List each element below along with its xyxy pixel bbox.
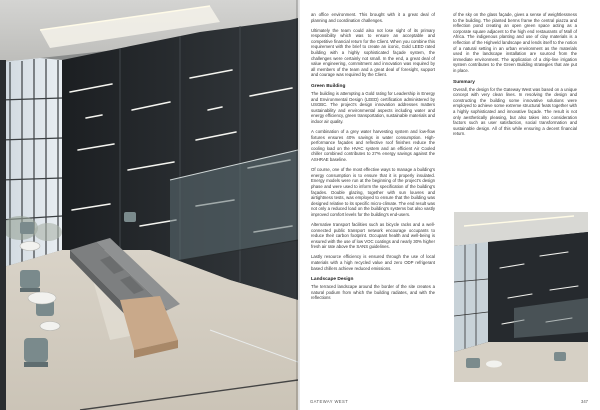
text-column-right [453, 12, 577, 202]
paragraph: The terraced landscape around the border of the site creates a natural podium from which the building radiates, and with the reflections [311, 284, 435, 301]
heading-summary: Summary [453, 79, 475, 85]
paragraph: Overall, the design for the Gateway West was based on a unique concept with very clean lines. In resolving the design and constructing the building some innovative solutions were employed to achieve some extreme structural feats together with a highly sophisticated and innovative façade. The result is not only aesthetically pleasing, but also takes into consideration factors such as user satisfaction, social transformation and sustainable design. All of this while ensuring a decent financial return. [453, 86, 577, 137]
heading-landscape-design: Landscape Design [311, 277, 354, 283]
paragraph: an office environment. This brought with it a great deal of planning and coordination challenges. [311, 12, 435, 23]
paragraph: A combination of a grey water harvesting system and low-flow fixtures ensures 40% savings in water consumption. High-performance façades and reflective roof finishes reduce the cooling load on the HVAC system and an efficient Air Cooled chiller combined contributes to 27% energy savings against the ASHRAE baseline. [311, 129, 435, 163]
paragraph: The building is attempting a Gold rating for Leadership in Energy and Environmental Design (LEED) certification administered by USGBC. The project's design innovation addresses matters sustainability and environmental aspects including water and energy efficiency, green transportation, sustainable materials and indoor air quality. [311, 91, 435, 124]
atrium-photo [0, 0, 298, 410]
paragraph: Of course, one of the most effective ways to manage a building's energy consumption is to ensure that it is properly insulated. Energy models were run at the beginning of the project's design phase and were used to inform the specification of the building's façades. Double glazing, together with sun louvres and airtightness tests, was employed to ensure that the building was designed relative to its specific micro-climate. The end result was not only a reduced load on the building's systems but also vastly improved comfort levels for the building's end-users. [311, 167, 435, 217]
paragraph: Alternative transport facilities such as bicycle racks and a well-connected public transport network encourage occupants to reduce their carbon footprint. Occupant health and well-being is ensured with the use of low VOC coatings and nearly 30% higher fresh air rate above the SANS guidelines. [311, 222, 435, 250]
page-number: 347 [581, 399, 588, 404]
paragraph: Ultimately the team could also not lose sight of its primary responsibility which was to ensure an acceptable and competitive financial return for the Client. When you combine this requirement with the brief to create an iconic, Gold LEED rated building with a highly sophisticated façade system, the challenges were certainly not small. In the end, a great deal of value engineering, commitment and innovation was required by all members of the team and a great deal of foresight, support and courage was required by the Client. [311, 27, 435, 78]
paragraph: Lastly resource efficiency is ensured through the use of local materials with a high recycled value and zero ODP refrigerant based chillers achieve reduced emissions. [311, 254, 435, 271]
interior-photo [454, 212, 588, 382]
text-page [300, 0, 600, 410]
paragraph: of the sky on the glass façade, gives a sense of weightlessness to the building. The planted berms frame the central piazza and reflection pond creating an open green space acting as a corporate square adjacent to the high end restaurants of Mall of Africa. The indigenous planting and use of clay materials is a reflection of the Highveld landscape and lends itself to the notion of a natural setting in an urban environment as the materials used in the landscape installation are sourced from the immediate environment. The application of a drip-line irrigation system contributes to the Green Building strategies that are put in place. [453, 12, 577, 73]
footer-title: GATEWAY WEST [310, 399, 349, 404]
text-column-left [311, 12, 435, 392]
heading-green-building: Green Building [311, 84, 346, 90]
